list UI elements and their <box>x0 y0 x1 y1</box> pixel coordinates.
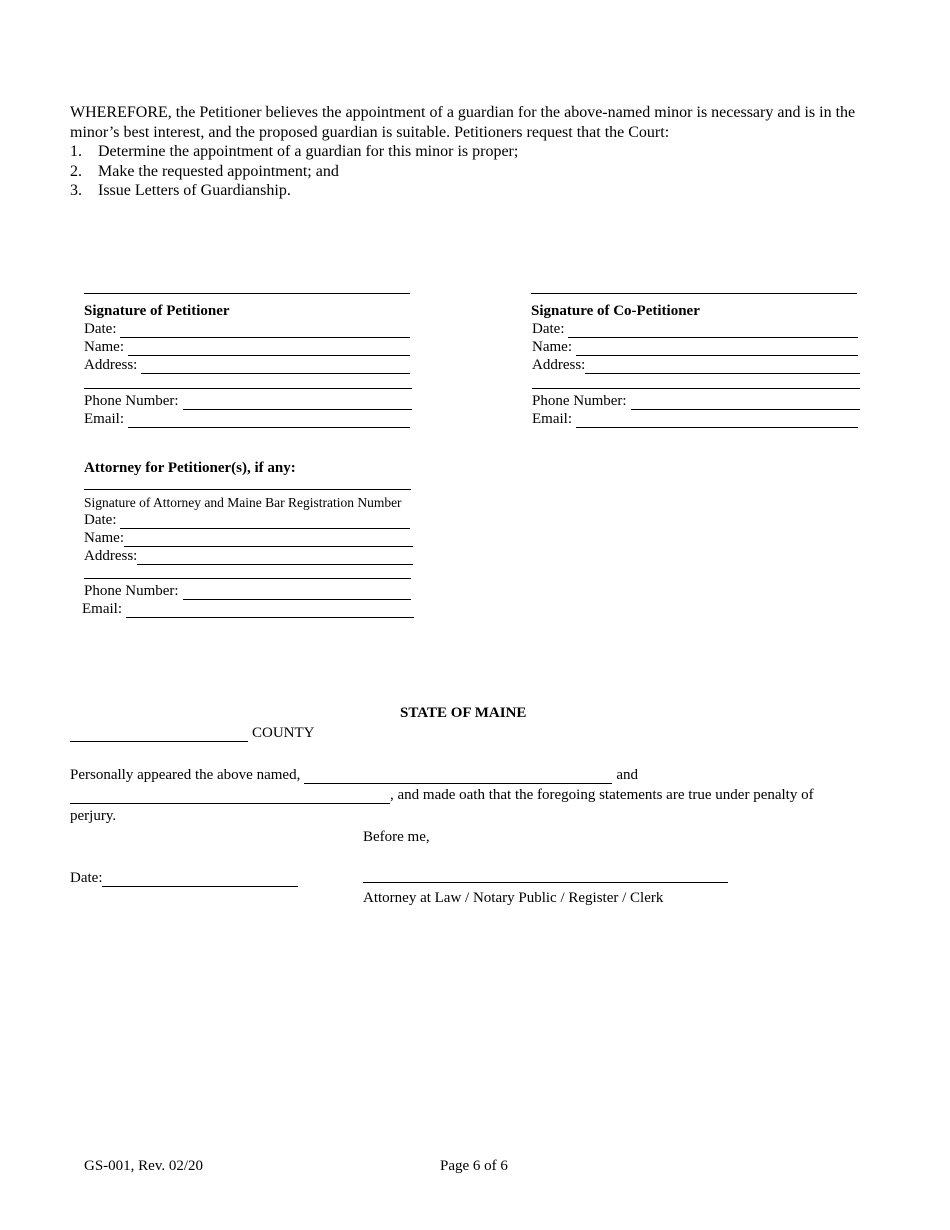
county-blank[interactable] <box>70 728 248 742</box>
list-text: Issue Letters of Guardianship. <box>98 182 291 199</box>
field-blank[interactable] <box>141 360 410 374</box>
petitioner-date-field[interactable] <box>84 320 410 338</box>
field-blank[interactable] <box>183 586 411 600</box>
county-field[interactable] <box>70 724 315 742</box>
oath-date-field[interactable] <box>70 869 298 887</box>
field-blank[interactable] <box>576 414 858 428</box>
perjury-text: perjury. <box>70 808 117 824</box>
appeared-line <box>70 766 638 784</box>
field-blank[interactable] <box>124 533 413 547</box>
attorney-signature-caption: Signature of Attorney and Maine Bar Registration Number <box>84 495 402 510</box>
list-item <box>70 142 518 162</box>
field-blank[interactable] <box>585 360 860 374</box>
state-heading: STATE OF MAINE <box>400 705 527 721</box>
list-number: 1. <box>70 143 82 160</box>
field-label: Date: <box>84 321 117 337</box>
list-number: 2. <box>70 162 82 180</box>
field-label: Date: <box>70 870 103 886</box>
co-petitioner-address-line-2[interactable] <box>532 388 860 389</box>
field-label: Email: <box>532 411 572 427</box>
field-blank[interactable] <box>120 515 410 529</box>
attorney-email-field[interactable] <box>82 600 414 618</box>
field-label: Address: <box>84 548 138 564</box>
field-label: Date: <box>84 512 117 528</box>
field-label: Email: <box>82 601 122 617</box>
attorney-signature-line[interactable] <box>84 489 411 490</box>
co-petitioner-date-field[interactable] <box>532 320 858 338</box>
field-blank[interactable] <box>576 342 858 356</box>
appeared-name-blank[interactable] <box>304 770 612 784</box>
attorney-phone-field[interactable] <box>84 582 411 600</box>
field-label: Name: <box>84 530 124 546</box>
co-petitioner-address-field[interactable] <box>532 356 860 374</box>
list-item <box>70 162 518 182</box>
field-label: Phone Number: <box>532 393 627 409</box>
field-label: Phone Number: <box>84 393 179 409</box>
field-blank[interactable] <box>631 396 860 410</box>
list-item <box>70 181 518 201</box>
form-id: GS-001, Rev. 02/20 <box>84 1158 204 1174</box>
field-label: Address: <box>84 357 138 373</box>
list-number: 3. <box>70 182 82 199</box>
field-blank[interactable] <box>102 873 298 887</box>
request-list <box>70 142 518 201</box>
field-label: Email: <box>84 411 124 427</box>
field-blank[interactable] <box>126 604 414 618</box>
second-name-blank[interactable] <box>70 790 390 804</box>
and-text: and <box>616 767 638 783</box>
field-label: Phone Number: <box>84 583 179 599</box>
field-blank[interactable] <box>183 396 412 410</box>
petitioner-heading: Signature of Petitioner <box>84 303 230 319</box>
petitioner-name-field[interactable] <box>84 338 410 356</box>
attorney-heading: Attorney for Petitioner(s), if any: <box>84 460 296 476</box>
field-label: Address: <box>532 357 586 373</box>
oath-text: , and made oath that the foregoing statements are true under penalty of <box>390 787 814 803</box>
petitioner-phone-field[interactable] <box>84 392 412 410</box>
oath-line <box>70 786 814 804</box>
intro-paragraph: WHEREFORE, the Petitioner believes the appointment of a guardian for the above-named minor is necessary and is in the minor’s best interest, and the proposed guardian is suitable. Petitioners request that the Court: <box>70 104 856 141</box>
attorney-address-field[interactable] <box>84 547 413 565</box>
petitioner-address-field[interactable] <box>84 356 410 374</box>
list-text: Make the requested appointment; and <box>98 162 339 180</box>
before-me-text: Before me, <box>363 829 430 845</box>
attorney-date-field[interactable] <box>84 511 410 529</box>
appeared-text: Personally appeared the above named, <box>70 767 301 783</box>
co-petitioner-name-field[interactable] <box>532 338 858 356</box>
field-blank[interactable] <box>568 324 858 338</box>
field-blank[interactable] <box>128 414 410 428</box>
field-blank[interactable] <box>128 342 410 356</box>
field-blank[interactable] <box>120 324 410 338</box>
attorney-name-field[interactable] <box>84 529 413 547</box>
field-blank[interactable] <box>137 551 413 565</box>
field-label: Name: <box>84 339 124 355</box>
county-label: COUNTY <box>252 725 315 741</box>
co-petitioner-signature-line[interactable] <box>531 293 857 294</box>
officer-signature-line[interactable] <box>363 882 728 883</box>
list-text: Determine the appointment of a guardian for this minor is proper; <box>98 143 519 160</box>
co-petitioner-email-field[interactable] <box>532 410 858 428</box>
petitioner-signature-line[interactable] <box>84 293 410 294</box>
field-label: Name: <box>532 339 572 355</box>
petitioner-address-line-2[interactable] <box>84 388 412 389</box>
petitioner-email-field[interactable] <box>84 410 410 428</box>
attorney-address-line-2[interactable] <box>84 578 411 579</box>
co-petitioner-phone-field[interactable] <box>532 392 860 410</box>
field-label: Date: <box>532 321 565 337</box>
page-number: Page 6 of 6 <box>440 1158 508 1174</box>
officer-caption: Attorney at Law / Notary Public / Register / Clerk <box>363 890 664 906</box>
co-petitioner-heading: Signature of Co-Petitioner <box>531 303 700 319</box>
